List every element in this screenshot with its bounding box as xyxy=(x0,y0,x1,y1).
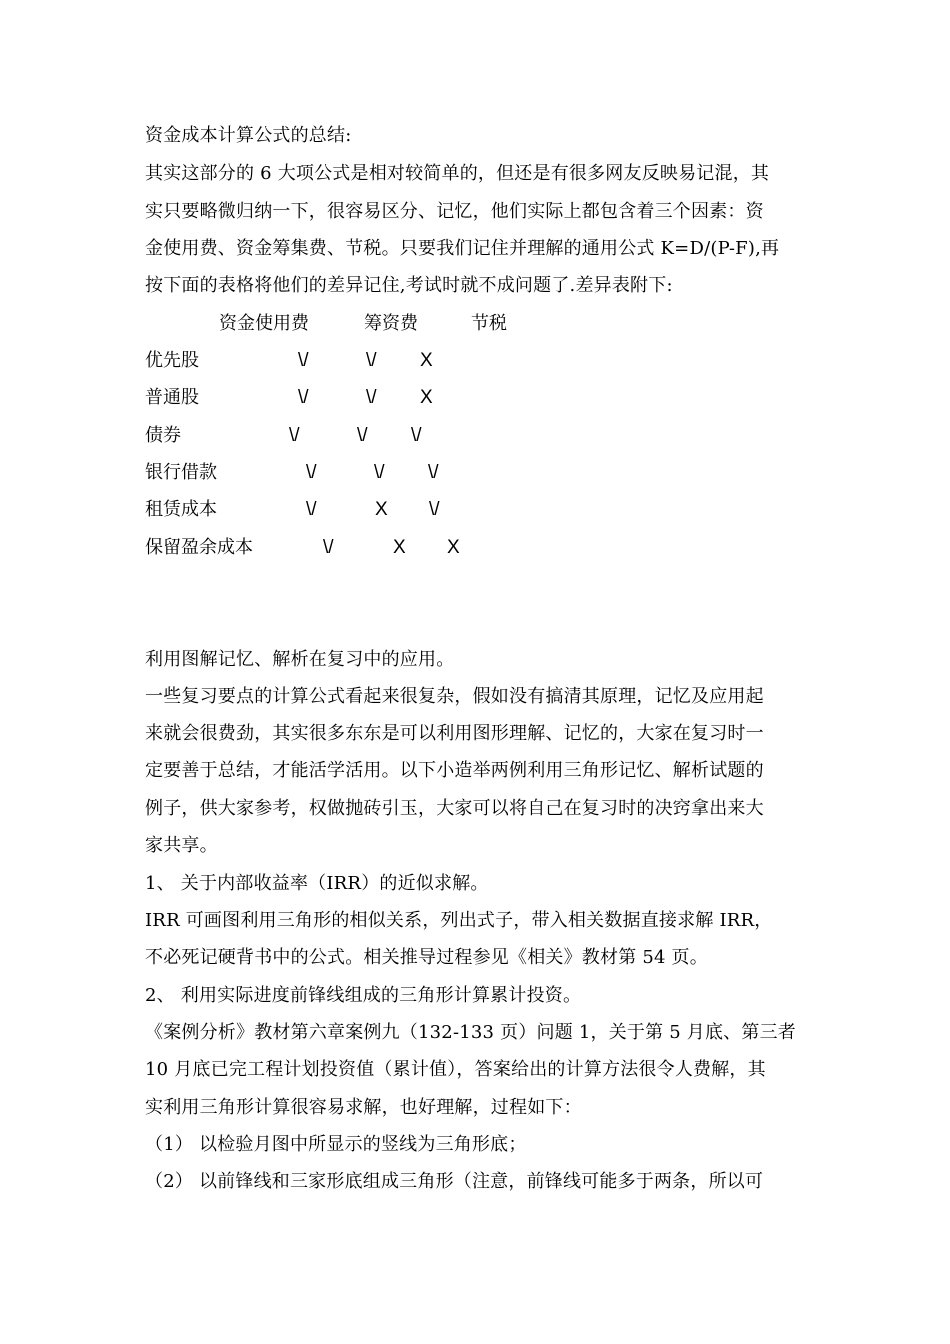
table-mark: \/ xyxy=(429,499,440,520)
paragraph-line: 定要善于总结，才能活学活用。以下小造举两例利用三角形记忆、解析试题的 xyxy=(145,760,764,781)
table-mark: \/ xyxy=(411,425,422,446)
paragraph-line: 10 月底已完工程计划投资值（累计值），答案给出的计算方法很令人费解，其 xyxy=(145,1059,766,1080)
table-mark: X xyxy=(420,387,433,408)
row-label: 优先股 xyxy=(145,350,199,371)
table-mark: \/ xyxy=(323,537,334,558)
list-item-heading: 2、 利用实际进度前锋线组成的三角形计算累计投资。 xyxy=(145,985,582,1006)
paragraph-line: 实利用三角形计算很容易求解，也好理解，过程如下： xyxy=(145,1097,582,1118)
paragraph-line: 实只要略微归纳一下，很容易区分、记忆，他们实际上都包含着三个因素：资 xyxy=(145,201,764,222)
paragraph-line: 例子，供大家参考，权做抛砖引玉，大家可以将自己在复习时的决窍拿出来大 xyxy=(145,798,764,819)
table-mark: \/ xyxy=(428,462,439,483)
table-header: 节税 xyxy=(471,313,507,334)
table-header: 筹资费 xyxy=(364,313,418,334)
table-mark: X xyxy=(420,350,433,371)
paragraph-line: 不必死记硬背书中的公式。相关推导过程参见《相关》教材第 54 页。 xyxy=(145,947,708,968)
section-title: 资金成本计算公式的总结: xyxy=(145,125,352,146)
table-mark: \/ xyxy=(298,387,309,408)
paragraph-line: IRR 可画图利用三角形的相似关系，列出式子，带入相关数据直接求解 IRR， xyxy=(145,910,773,931)
step-line: （2） 以前锋线和三家形底组成三角形（注意，前锋线可能多于两条，所以可 xyxy=(145,1171,764,1192)
table-mark: \/ xyxy=(366,387,377,408)
row-label: 债券 xyxy=(145,425,181,446)
paragraph-line: 其实这部分的 6 大项公式是相对较简单的，但还是有很多网友反映易记混，其 xyxy=(145,163,770,184)
step-line: （1） 以检验月图中所显示的竖线为三角形底； xyxy=(145,1134,527,1155)
table-mark: \/ xyxy=(374,462,385,483)
row-label: 租赁成本 xyxy=(145,499,217,520)
table-header: 资金使用费 xyxy=(219,313,309,334)
row-label: 普通股 xyxy=(145,387,199,408)
paragraph-line: 家共享。 xyxy=(145,835,218,856)
table-mark: \/ xyxy=(366,350,377,371)
paragraph-line: 来就会很费劲，其实很多东东是可以利用图形理解、记忆的，大家在复习时一 xyxy=(145,723,764,744)
table-mark: \/ xyxy=(306,462,317,483)
table-mark: X xyxy=(393,537,406,558)
row-label: 银行借款 xyxy=(145,462,217,483)
row-label: 保留盈余成本 xyxy=(145,537,253,558)
paragraph-line: 金使用费、资金筹集费、节税。只要我们记住并理解的通用公式 K=D/(P-F),再 xyxy=(145,238,780,259)
paragraph-line: 一些复习要点的计算公式看起来很复杂，假如没有搞清其原理，记忆及应用起 xyxy=(145,686,764,707)
table-mark: \/ xyxy=(289,425,300,446)
list-item-heading: 1、 关于内部收益率（IRR）的近似求解。 xyxy=(145,873,489,894)
table-mark: X xyxy=(447,537,460,558)
paragraph-line: 按下面的表格将他们的差异记住,考试时就不成问题了.差异表附下: xyxy=(145,275,673,296)
table-mark: \/ xyxy=(357,425,368,446)
table-mark: \/ xyxy=(298,350,309,371)
table-mark: X xyxy=(375,499,388,520)
paragraph-line: 《案例分析》教材第六章案例九（132-133 页）问题 1，关于第 5 月底、第三者 xyxy=(145,1022,796,1043)
section-title: 利用图解记忆、解析在复习中的应用。 xyxy=(145,649,455,670)
table-mark: \/ xyxy=(306,499,317,520)
